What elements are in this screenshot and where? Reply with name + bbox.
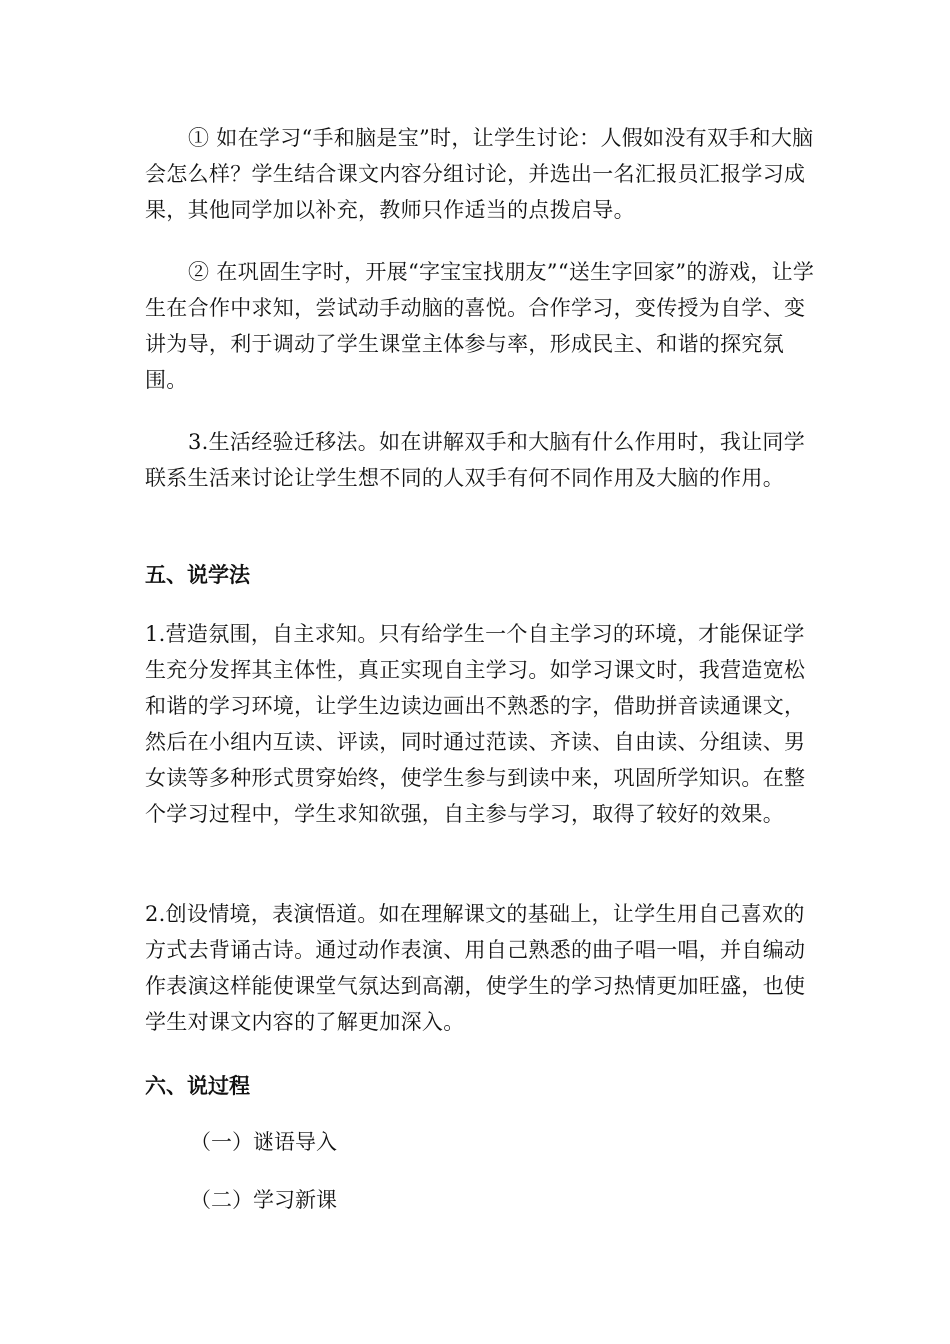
- paragraph-life-experience-method: 3.生活经验迁移法。如在讲解双手和大脑有什么作用时，我让同学联系生活来讨论让学生想不同的人双手有何不同作用及大脑的作用。: [145, 430, 806, 490]
- subsection-riddle-intro: （一）谜语导入: [190, 1130, 337, 1154]
- paragraph-game-example: ② 在巩固生字时，开展“字宝宝找朋友”“送生字回家”的游戏，让学生在合作中求知，尝试动手动脑的喜悦。合作学习，变传授为自学、变讲为导，利于调动了学生课堂主体参与率，形成民主、和谐的探究氛围。: [145, 260, 815, 392]
- section-heading-process: 六、说过程: [145, 1074, 250, 1098]
- subsection-new-lesson: （二）学习新课: [190, 1188, 337, 1212]
- section-heading-study-method: 五、说学法: [145, 563, 250, 587]
- paragraph-situational-performance: 2.创设情境，表演悟道。如在理解课文的基础上，让学生用自己喜欢的方式去背诵古诗。通过动作表演、用自己熟悉的曲子唱一唱，并自编动作表演这样能使课堂气氛达到高潮，使学生的学习热情更加旺盛，也使学生对课文内容的了解更加深入。: [145, 902, 806, 1034]
- paragraph-autonomous-learning: 1.营造氛围，自主求知。只有给学生一个自主学习的环境，才能保证学生充分发挥其主体性，真正实现自主学习。如学习课文时，我营造宽松和谐的学习环境，让学生边读边画出不熟悉的字，借助拼音读通课文，然后在小组内互读、评读，同时通过范读、齐读、自由读、分组读、男女读等多种形式贯穿始终，使学生参与到读中来，巩固所学知识。在整个学习过程中，学生求知欲强，自主参与学习，取得了较好的效果。: [145, 622, 806, 826]
- paragraph-discussion-example: ① 如在学习“手和脑是宝”时，让学生讨论：人假如没有双手和大脑会怎么样？学生结合课文内容分组讨论，并选出一名汇报员汇报学习成果，其他同学加以补充，教师只作适当的点拨启导。: [145, 126, 814, 222]
